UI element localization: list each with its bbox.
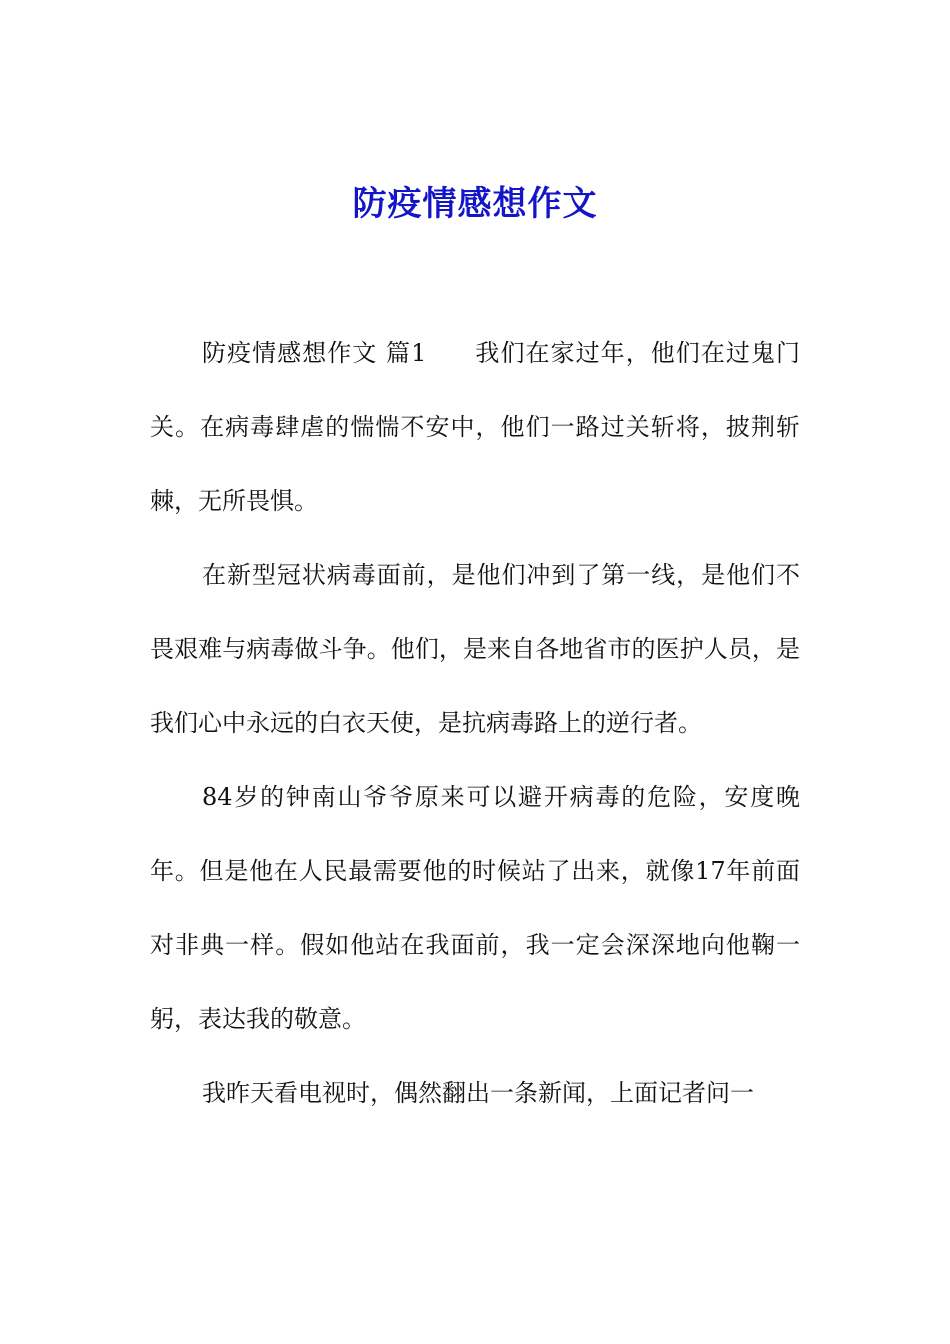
paragraph-1 bbox=[150, 316, 800, 538]
paragraph-3: 84岁的钟南山爷爷原来可以避开病毒的危险，安度晚年。但是他在人民最需要他的时候站了出来，就像17年前面对非典一样。假如他站在我面前，我一定会深深地向他鞠一躬，表达我的敬意。 bbox=[150, 783, 800, 1033]
document-title: 防疫情感想作文 bbox=[352, 184, 598, 224]
paragraph-1-text: 我们在家过年，他们在过鬼门关。在病毒肆虐的惴惴不安中，他们一路过关斩将，披荆斩棘，无所畏惧。 bbox=[150, 339, 801, 515]
document-body bbox=[150, 316, 800, 1130]
section-heading: 防疫情感想作文 篇1 bbox=[202, 339, 427, 367]
paragraph-2: 在新型冠状病毒面前，是他们冲到了第一线，是他们不畏艰难与病毒做斗争。他们，是来自各地省市的医护人员，是我们心中永远的白衣天使，是抗病毒路上的逆行者。 bbox=[150, 561, 800, 737]
paragraph-4: 我昨天看电视时，偶然翻出一条新闻，上面记者问一 bbox=[202, 1079, 754, 1107]
